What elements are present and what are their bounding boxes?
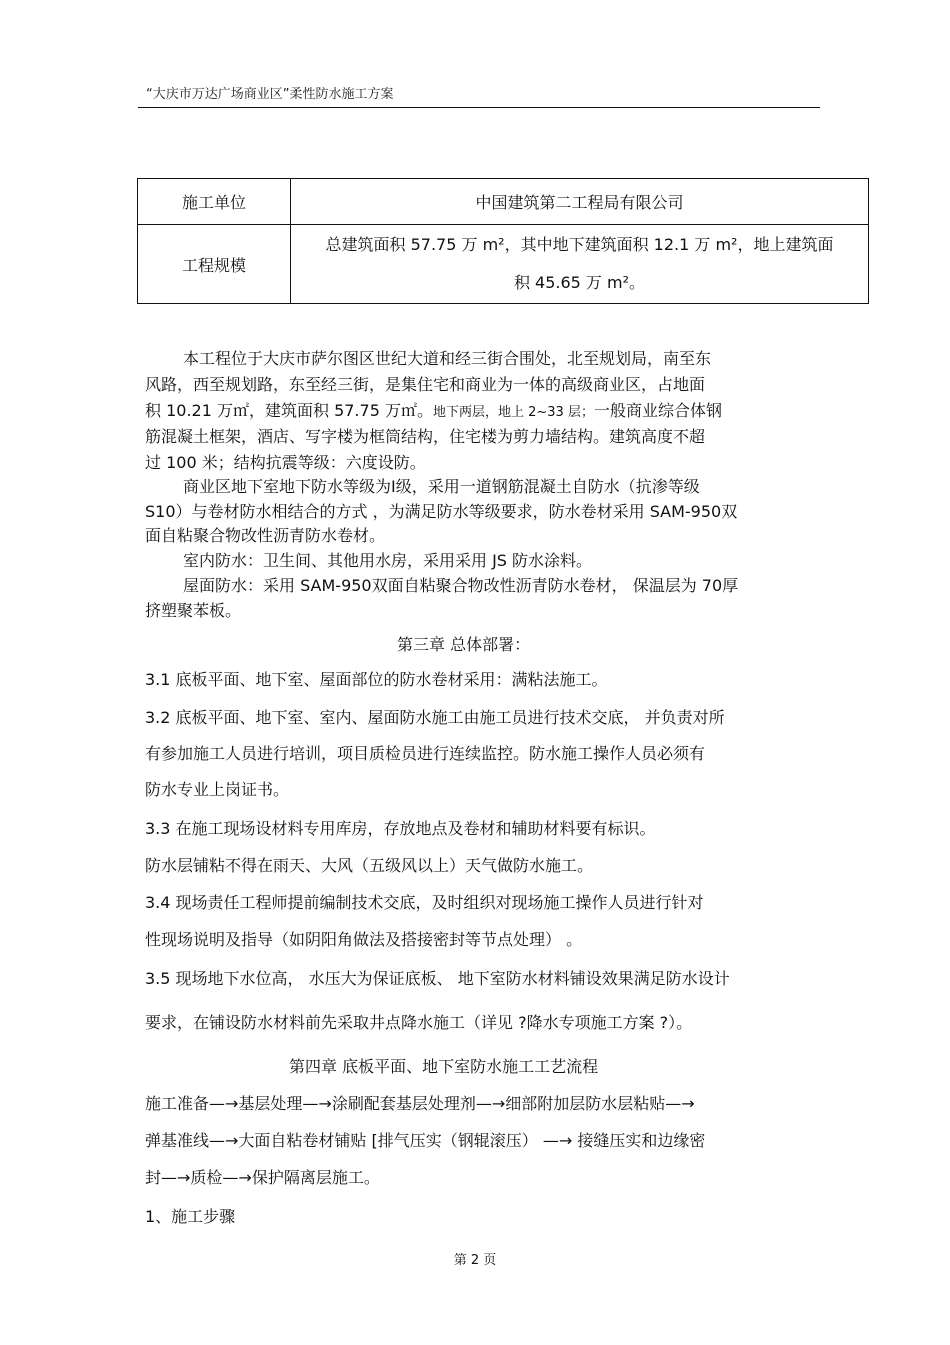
para4-line2: 挤塑聚苯板。 xyxy=(145,601,242,620)
para4-line1: 屋面防水：采用 SAM-950双面自粘聚合物改性沥青防水卷材， 保温层为 70厚 xyxy=(183,576,739,595)
page-header: “大庆市万达广场商业区”柔性防水施工方案 xyxy=(146,87,394,102)
para1-line5: 过 100 米；结构抗震等级：六度设防。 xyxy=(145,453,426,472)
para2-line1: 商业区地下室地下防水等级为Ⅰ级，采用一道钢筋混凝土自防水（抗渗等级 xyxy=(183,477,700,496)
scale-line-1: 总建筑面积 57.75 万 m²，其中地下建筑面积 12.1 万 m²，地上建筑面 xyxy=(325,235,834,254)
table-row xyxy=(138,179,869,225)
para2-line3: 面自粘聚合物改性沥青防水卷材。 xyxy=(145,526,386,545)
flow-line3: 封—→质检—→保护隔离层施工。 xyxy=(145,1168,380,1187)
table-label-scale: 工程规模 xyxy=(138,225,291,304)
section-3-2-line2: 有参加施工人员进行培训，项目质检员进行连续监控。防水施工操作人员必须有 xyxy=(145,744,706,763)
table-value-scale xyxy=(291,225,869,304)
section-3-5-line2: 要求，在铺设防水材料前先采取井点降水施工（详见 ?降水专项施工方案 ?）。 xyxy=(145,1013,693,1032)
header-divider xyxy=(138,107,820,108)
table-value-unit: 中国建筑第二工程局有限公司 xyxy=(291,179,869,225)
para3: 室内防水：卫生间、其他用水房，采用采用 JS 防水涂料。 xyxy=(183,551,593,570)
section-3-3-line1: 3.3 在施工现场设材料专用库房，存放地点及卷材和辅助材料要有标识。 xyxy=(145,819,656,838)
para1-line1: 本工程位于大庆市萨尔图区世纪大道和经三街合围处，北至规划局，南至东 xyxy=(183,349,712,368)
para1-line2: 风路，西至规划路，东至经三街，是集住宅和商业为一体的高级商业区，占地面 xyxy=(145,375,706,394)
section-3-2-line3: 防水专业上岗证书。 xyxy=(145,780,290,799)
page-number: 第 2 页 xyxy=(453,1253,497,1268)
section-3-3-line2: 防水层铺粘不得在雨天、大风（五级风以上）天气做防水施工。 xyxy=(145,856,594,875)
table-row xyxy=(138,225,869,304)
section-3-4-line1: 3.4 现场责任工程师提前编制技术交底，及时组织对现场施工操作人员进行针对 xyxy=(145,893,704,912)
para1-line4: 筋混凝土框架，酒店、写字楼为框筒结构，住宅楼为剪力墙结构。建筑高度不超 xyxy=(145,427,706,446)
section-3-1: 3.1 底板平面、地下室、屋面部位的防水卷材采用：满粘法施工。 xyxy=(145,670,608,689)
chapter3-title: 第三章 总体部署： xyxy=(397,635,531,654)
project-info-table xyxy=(137,178,869,304)
flow-line1: 施工准备—→基层处理—→涂刷配套基层处理剂—→细部附加层防水层粘贴—→ xyxy=(145,1094,695,1113)
section-3-4-line2: 性现场说明及指导（如阴阳角做法及搭接密封等节点处理） 。 xyxy=(145,930,583,949)
scale-line-2: 积 45.65 万 m²。 xyxy=(513,273,646,292)
section-3-5-line1: 3.5 现场地下水位高， 水压大为保证底板、 地下室防水材料铺设效果满足防水设计 xyxy=(145,969,730,988)
section-3-2-line1: 3.2 底板平面、地下室、室内、屋面防水施工由施工员进行技术交底， 并负责对所 xyxy=(145,708,725,727)
para1-line3b: 地下两层，地上 2~33 层； xyxy=(432,405,594,420)
para1-line3a: 积 10.21 万㎡，建筑面积 57.75 万㎡。 xyxy=(145,401,433,420)
chapter4-title: 第四章 底板平面、地下室防水施工工艺流程 xyxy=(289,1057,599,1076)
para1-line3c: 一般商业综合体钢 xyxy=(593,401,722,420)
para1-line3 xyxy=(145,400,722,424)
flow-line2: 弹基准线—→大面自粘卷材铺贴 [排气压实（钢辊滚压） —→ 接缝压实和边缘密 xyxy=(145,1131,706,1150)
step-1-heading: 1、施工步骤 xyxy=(145,1207,236,1226)
table-label-unit: 施工单位 xyxy=(138,179,291,225)
para2-line2: S10）与卷材防水相结合的方式 ，为满足防水等级要求，防水卷材采用 SAM-950双 xyxy=(145,502,738,521)
